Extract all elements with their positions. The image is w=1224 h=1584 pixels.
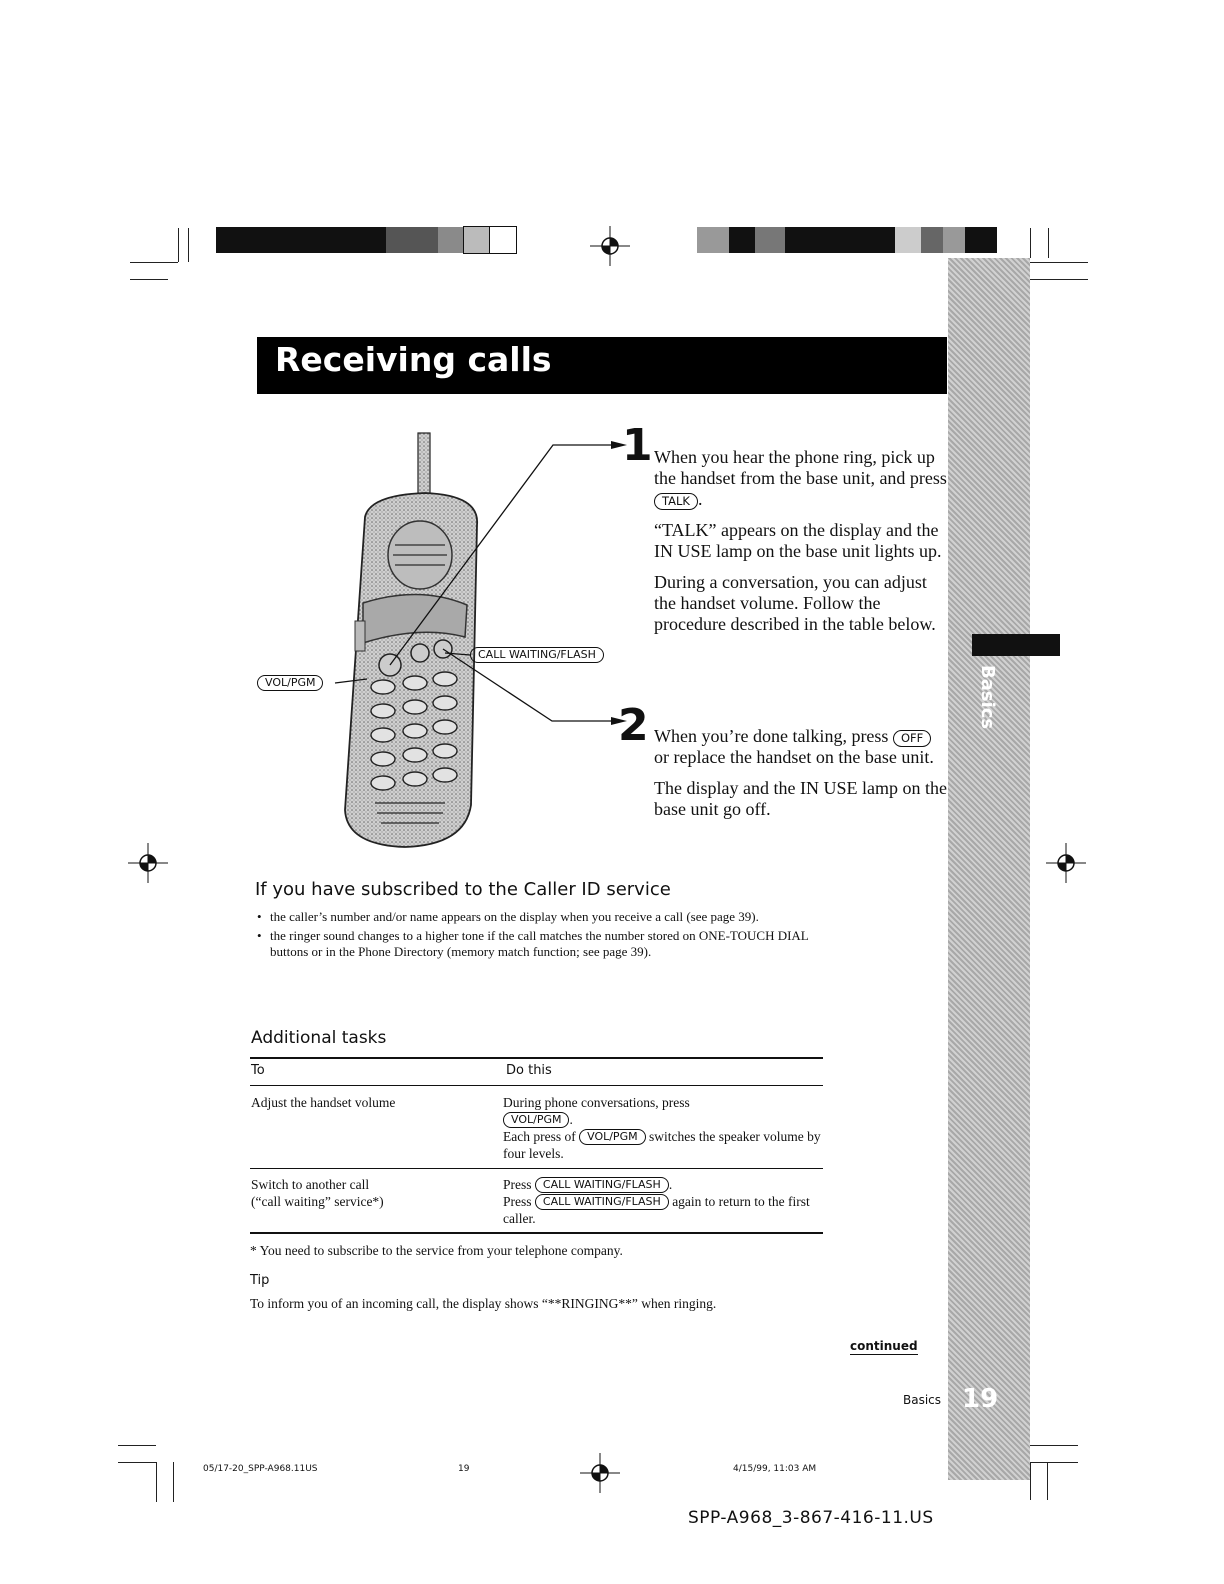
tip-text: To inform you of an incoming call, the display shows “**RINGING**” when ringing. — [250, 1296, 717, 1311]
footnote: * You need to subscribe to the service from your telephone company. — [250, 1243, 623, 1258]
page-section-label: Basics — [903, 1393, 942, 1407]
registration-target-icon — [580, 1453, 620, 1493]
list-item: • the caller’s number and/or name appears on the display when you receive a call (see page 39). — [255, 909, 835, 925]
document-id: SPP-A968_3-867-416-11.US — [688, 1508, 934, 1528]
step-1-instruction-end: . — [697, 489, 703, 509]
tip-heading: Tip — [250, 1273, 270, 1288]
row-2-do-text: again to return to the first caller. — [503, 1194, 810, 1226]
step-2-text — [654, 726, 949, 830]
table-row-2-do: Press CALL WAITING/FLASH . Press CALL WAITING/FLASH again to return to the first caller. — [503, 1177, 810, 1226]
table-rule — [250, 1232, 823, 1234]
slug-file: 05/17-20_SPP-A968.11US — [203, 1464, 318, 1474]
row-2-do-text: Press — [503, 1194, 532, 1209]
step-number-2: 2 — [618, 700, 649, 751]
side-tab-label: Basics — [977, 665, 998, 730]
table-rule — [250, 1085, 823, 1086]
call-waiting-flash-key: CALL WAITING/FLASH — [535, 1194, 669, 1210]
slug-page: 19 — [458, 1464, 470, 1474]
step-number-1: 1 — [622, 420, 653, 471]
side-tab-marker — [972, 634, 1060, 656]
list-item: • the ringer sound changes to a higher tone if the call matches the number stored on ONE-TOUCH DIAL buttons or in the Phone Directory (memory match function; see page 39). — [255, 928, 835, 960]
table-row-1-to: Adjust the handset volume — [251, 1095, 396, 1110]
off-key: OFF — [893, 730, 931, 747]
row-2-to-text: Switch to another call — [251, 1177, 370, 1192]
callout-vol-pgm — [257, 674, 323, 692]
row-1-do-text: switches the speaker volume by four levels. — [503, 1129, 821, 1161]
call-waiting-flash-key: CALL WAITING/FLASH — [470, 647, 604, 663]
slug-datetime: 4/15/99, 11:03 AM — [733, 1464, 817, 1474]
table-header-to: To — [251, 1063, 265, 1078]
color-bar-right — [697, 227, 997, 253]
table-rule — [250, 1168, 823, 1169]
vol-pgm-key: VOL/PGM — [503, 1112, 569, 1128]
vol-pgm-key: VOL/PGM — [579, 1129, 645, 1145]
table-header-do: Do this — [506, 1063, 552, 1078]
caller-id-bullets — [255, 909, 835, 963]
row-1-do-text: Each press of — [503, 1129, 576, 1144]
step-2-instruction: When you’re done talking, press — [654, 726, 889, 746]
table-rule — [250, 1057, 823, 1059]
callout-call-waiting-flash — [470, 646, 604, 664]
step-1-detail: During a conversation, you can adjust the handset volume. Follow the procedure described in the table below. — [654, 572, 936, 634]
row-1-do-text: During phone conversations, press — [503, 1095, 690, 1110]
step-1-instruction: When you hear the phone ring, pick up the handset from the base unit, and press — [654, 447, 947, 488]
step-2-instruction-end: or replace the handset on the base unit. — [654, 747, 934, 767]
call-waiting-flash-key: CALL WAITING/FLASH — [535, 1177, 669, 1193]
row-2-to-text: (“call waiting” service*) — [251, 1194, 384, 1209]
page-title: Receiving calls — [275, 340, 552, 379]
vol-pgm-key: VOL/PGM — [257, 675, 323, 691]
color-bar-left — [216, 227, 516, 253]
registration-target-icon — [128, 843, 168, 883]
step-1-detail: “TALK” appears on the display and the IN USE lamp on the base unit lights up. — [654, 520, 942, 561]
additional-tasks-heading: Additional tasks — [251, 1028, 387, 1048]
table-row-2-to — [251, 1176, 491, 1210]
talk-key: TALK — [654, 493, 698, 510]
step-2-detail: The display and the IN USE lamp on the base unit go off. — [654, 778, 947, 819]
row-2-do-text: Press — [503, 1177, 532, 1192]
handset-illustration — [255, 425, 655, 855]
caller-id-heading: If you have subscribed to the Caller ID service — [255, 879, 671, 900]
page-number: 19 — [962, 1384, 999, 1414]
table-row-1-do: During phone conversations, press VOL/PGM . Each press of VOL/PGM switches the speaker volume by four levels. — [503, 1095, 821, 1161]
registration-target-icon — [590, 226, 630, 266]
step-1-text — [654, 447, 949, 645]
registration-target-icon — [1046, 843, 1086, 883]
continued-label: continued — [850, 1339, 918, 1353]
side-tab-texture — [948, 258, 1030, 1480]
